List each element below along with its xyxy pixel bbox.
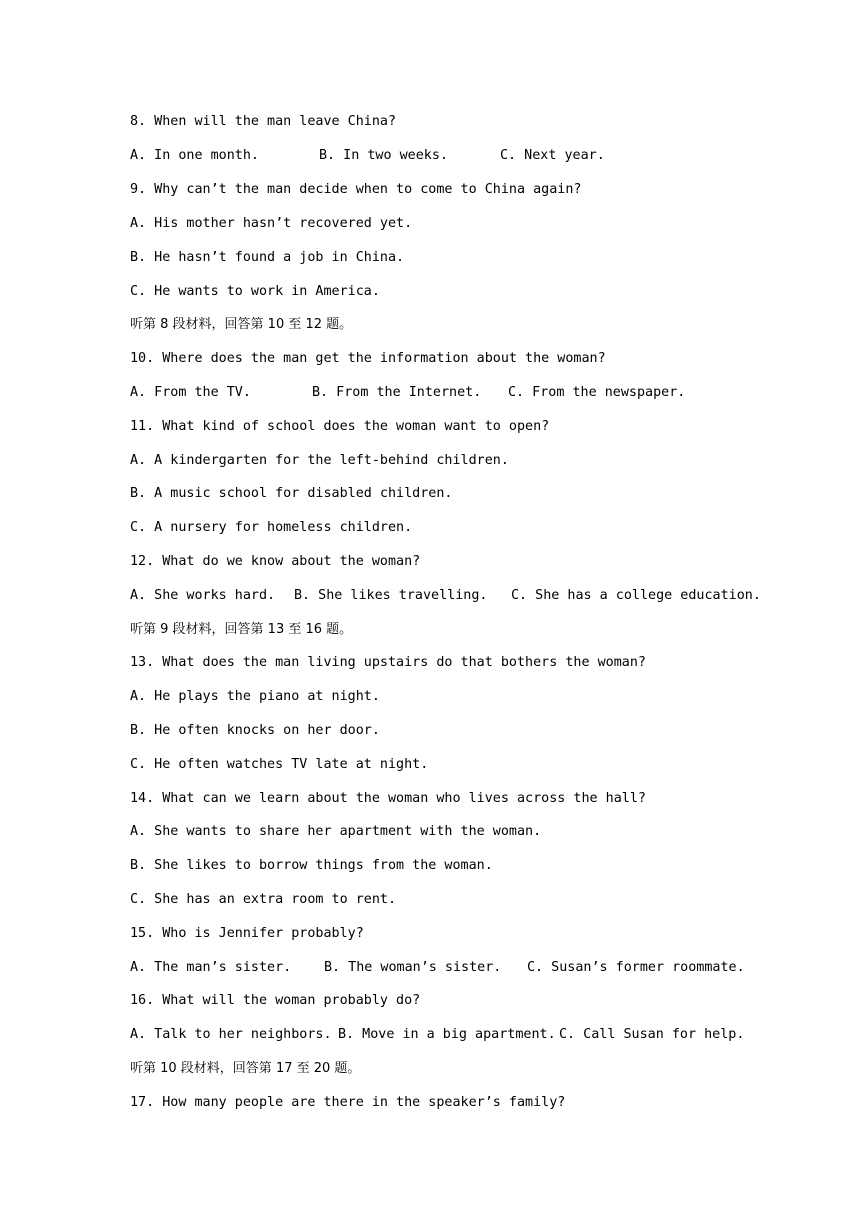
answer-option: C. She has a college education.: [511, 588, 761, 603]
question-line: 17. How many people are there in the speaker’s family?: [130, 1095, 566, 1110]
question-line: B. She likes to borrow things from the woman.: [130, 858, 493, 873]
answer-option: B. The woman’s sister.: [324, 960, 502, 975]
question-line: 15. Who is Jennifer probably?: [130, 926, 364, 941]
question-line: 12. What do we know about the woman?: [130, 554, 421, 569]
question-line: 10. Where does the man get the information about the woman?: [130, 351, 606, 366]
answer-option: C. Next year.: [500, 148, 605, 163]
answer-option: B. In two weeks.: [319, 148, 448, 163]
question-line: 9. Why can’t the man decide when to come to China again?: [130, 182, 582, 197]
question-line: B. He often knocks on her door.: [130, 723, 380, 738]
answer-option: C. From the newspaper.: [508, 385, 686, 400]
answer-option: A. In one month.: [130, 148, 259, 163]
question-line: B. He hasn’t found a job in China.: [130, 250, 405, 265]
question-line: C. He often watches TV late at night.: [130, 757, 429, 772]
answer-option: A. From the TV.: [130, 385, 251, 400]
section-instruction: 听第 8 段材料，回答第 10 至 12 题。: [130, 317, 353, 332]
question-line: A. His mother hasn’t recovered yet.: [130, 216, 413, 231]
answer-option: C. Call Susan for help.: [559, 1027, 745, 1042]
question-line: A. A kindergarten for the left-behind children.: [130, 453, 509, 468]
answer-option: B. She likes travelling.: [294, 588, 488, 603]
question-line: A. He plays the piano at night.: [130, 689, 380, 704]
section-instruction: 听第 9 段材料，回答第 13 至 16 题。: [130, 622, 353, 637]
answer-option: A. She works hard.: [130, 588, 276, 603]
question-line: 14. What can we learn about the woman who lives across the hall?: [130, 791, 646, 806]
question-line: 16. What will the woman probably do?: [130, 993, 421, 1008]
question-line: B. A music school for disabled children.: [130, 486, 453, 501]
question-line: C. She has an extra room to rent.: [130, 892, 397, 907]
question-line: C. A nursery for homeless children.: [130, 520, 413, 535]
question-line: 8. When will the man leave China?: [130, 114, 397, 129]
answer-option: B. Move in a big apartment.: [338, 1027, 556, 1042]
answer-option: A. The man’s sister.: [130, 960, 292, 975]
question-line: 13. What does the man living upstairs do that bothers the woman?: [130, 655, 646, 670]
question-line: A. She wants to share her apartment with the woman.: [130, 824, 542, 839]
question-line: C. He wants to work in America.: [130, 284, 380, 299]
section-instruction: 听第 10 段材料，回答第 17 至 20 题。: [130, 1061, 361, 1076]
answer-option: A. Talk to her neighbors.: [130, 1027, 332, 1042]
answer-option: C. Susan’s former roommate.: [527, 960, 745, 975]
question-line: 11. What kind of school does the woman want to open?: [130, 419, 550, 434]
answer-option: B. From the Internet.: [312, 385, 482, 400]
